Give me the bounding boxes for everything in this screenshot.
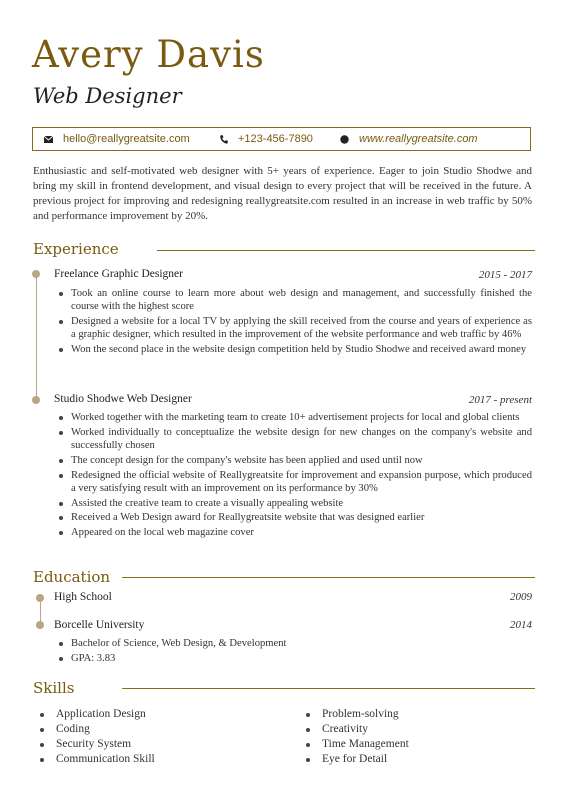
timeline-dot (36, 621, 44, 629)
timeline-dot (32, 270, 40, 278)
skills-list-right (303, 707, 533, 767)
list-item: Assisted the creative team to create a visually appealing website (56, 497, 532, 510)
list-item: GPA: 3.83 (56, 652, 532, 665)
list-item: Eye for Detail (303, 752, 533, 767)
resume-name: Avery Davis (32, 33, 265, 76)
job-dates-2: 2017 - present (468, 394, 532, 406)
school-year-1: 2009 (510, 591, 532, 603)
list-item: Bachelor of Science, Web Design, & Development (56, 637, 532, 650)
envelope-icon (44, 136, 53, 143)
list-item: Redesigned the official website of Reallygreatsite for improvement and expansion purpose, which produced a very satisfying result with an improvement on its performance by 30% (56, 469, 532, 495)
contact-email[interactable] (44, 133, 190, 145)
resume-job-title: Web Designer (33, 84, 182, 108)
globe-icon (340, 135, 349, 144)
list-item: Communication Skill (37, 752, 277, 767)
list-item: The concept design for the company's website has been applied and used until now (56, 454, 532, 467)
job-bullets-2 (56, 411, 532, 541)
contact-website[interactable] (340, 133, 478, 145)
experience-timeline (36, 274, 37, 400)
skills-list-left (37, 707, 277, 767)
summary-paragraph: Enthusiastic and self-motivated web designer with 5+ years of experience. Eager to join Studio Shodwe and bring my skill in frontend development, and visual design to every project that will be received in the future. A previous project for improving and redesigning reallygreatsite.com resulted in an increase in web traffic by 50% and performance improvement by 20%. (33, 165, 532, 222)
phone-icon (220, 135, 228, 144)
list-item: Received a Web Design award for Reallygreatsite website that was designed earlier (56, 511, 532, 524)
job-dates-1: 2015 - 2017 (478, 269, 532, 281)
list-item: Appeared on the local web magazine cover (56, 526, 532, 539)
contact-phone-text[interactable]: +123-456-7890 (238, 133, 313, 145)
list-item: Won the second place in the website design competition held by Studio Shodwe and received award money (56, 343, 532, 356)
contact-website-text[interactable]: www.reallygreatsite.com (359, 133, 478, 145)
job-title-2: Studio Shodwe Web Designer (54, 393, 192, 405)
education-heading: Education (33, 568, 111, 586)
list-item: Worked individually to conceptualize the website design for new changes on the company's website and successfully chosen (56, 426, 532, 452)
timeline-dot (32, 396, 40, 404)
contact-bar (32, 127, 531, 151)
list-item: Time Management (303, 737, 533, 752)
list-item: Application Design (37, 707, 277, 722)
school-year-2: 2014 (510, 619, 532, 631)
list-item: Problem-solving (303, 707, 533, 722)
education-rule (122, 577, 535, 578)
experience-rule (157, 250, 535, 251)
timeline-dot (36, 594, 44, 602)
contact-phone[interactable] (220, 133, 313, 145)
job-title-1: Freelance Graphic Designer (54, 268, 183, 280)
list-item: Took an online course to learn more about web design and management, and successfully finished the course with the highest score (56, 287, 532, 313)
school-1: High School (54, 591, 112, 603)
education-details (56, 637, 532, 667)
experience-heading: Experience (33, 240, 119, 258)
skills-heading: Skills (33, 679, 75, 697)
list-item: Security System (37, 737, 277, 752)
school-2: Borcelle University (54, 619, 145, 631)
list-item: Coding (37, 722, 277, 737)
list-item: Designed a website for a local TV by applying the skill received from the course and years of experience as a graphic designer, which resulted in the improvement of the website performance and web traffic by 46% (56, 315, 532, 341)
contact-email-text[interactable]: hello@reallygreatsite.com (63, 133, 190, 145)
list-item: Worked together with the marketing team to create 10+ advertisement projects for local and global clients (56, 411, 532, 424)
list-item: Creativity (303, 722, 533, 737)
skills-rule (122, 688, 535, 689)
job-bullets-1 (56, 287, 532, 358)
